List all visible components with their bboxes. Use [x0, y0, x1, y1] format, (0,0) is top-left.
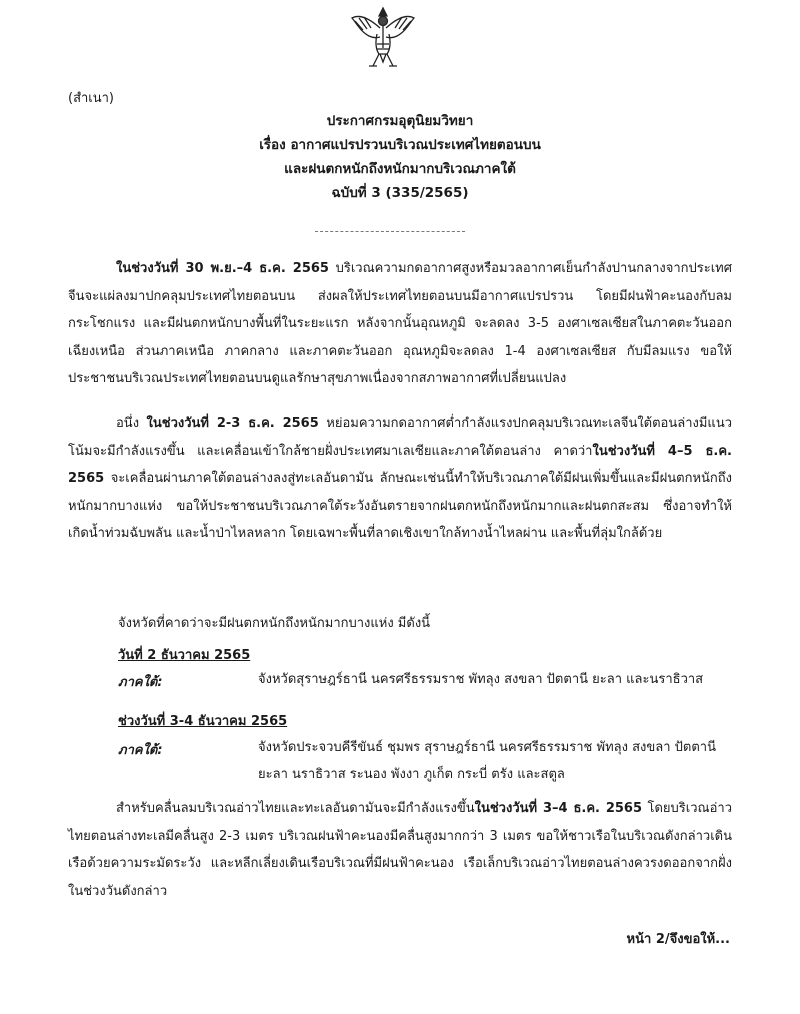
forecast-region-2: ภาคใต้:: [118, 743, 163, 758]
issue-number: ฉบับที่ 3 (335/2565): [331, 185, 469, 201]
paragraph-3-pre: สำหรับคลื่นลมบริเวณอ่าวไทยและทะเลอันดามันจะมีกำลังแรงขึ้น: [116, 801, 475, 816]
forecast-date-1: วันที่ 2 ธันวาคม 2565: [118, 648, 251, 663]
provinces-intro: จังหวัดที่คาดว่าจะมีฝนตกหนักถึงหนักมากบางแห่ง มีดังนี้: [118, 616, 431, 631]
paragraph-low-pressure: [68, 410, 732, 548]
forecast-provinces-1: จังหวัดสุราษฎร์ธานี นครศรีธรรมราช พัทลุง สงขลา ปัตตานี ยะลา และนราธิวาส: [258, 672, 704, 687]
paragraph-1-text: บริเวณความกดอากาศสูงหรือมวลอากาศเย็นกำลังปานกลางจากประเทศจีนจะแผ่ลงมาปกคลุมประเทศไทยตอนบน ส่งผลให้ประเทศไทยตอนบนมีอากาศแปรปรวน โดยมีฝนฟ้าคะนองกับลมกระโชกแรง และมีฝนตกหนักบางพื้นที่ในระยะแรก หลังจากนั้นอุณหภูมิ จะลดลง 3-5 องศาเซลเซียสในภาคตะวันออกเฉียงเหนือ ส่วนภาคเหนือ ภาคกลาง และภาคตะวันออก อุณหภูมิจะลดลง 1-4 องศาเซลเซียส กับมีลมแรง ขอให้ประชาชนบริเวณประเทศไทยตอนบนดูแลรักษาสุขภาพเนื่องจากสภาพอากาศที่เปลี่ยนแปลง: [68, 261, 732, 386]
paragraph-2-lead-1: ในช่วงวันที่ 2-3 ธ.ค. 2565: [146, 416, 319, 431]
forecast-provinces-2: จังหวัดประจวบคีรีขันธ์ ชุมพร สุราษฎร์ธานี นครศรีธรรมราช พัทลุง สงขลา ปัตตานี ยะลา นราธิวาส ระนอง พังงา ภูเก็ต กระบี่ ตรัง และสตูล: [258, 740, 716, 782]
forecast-region-1: ภาคใต้:: [118, 675, 163, 690]
agency-title: ประกาศกรมอุตุนิยมวิทยา: [326, 113, 474, 129]
paragraph-3-lead: ในช่วงวันที่ 3–4 ธ.ค. 2565: [474, 801, 643, 816]
paragraph-2-lead-2: ในช่วงวันที่ 4–5 ธ.ค. 2565: [68, 443, 732, 486]
paragraph-waves: [68, 795, 732, 905]
announcement-header: [60, 109, 740, 205]
paragraph-1-lead: ในช่วงวันที่ 30 พ.ย.–4 ธ.ค. 2565: [116, 261, 329, 276]
paragraph-2-mid: หย่อมความกดอากาศต่ำกำลังแรงปกคลุมบริเวณทะเลจีนใต้ตอนล่างมีแนวโน้มจะมีกำลังแรงขึ้น และเคลื่อนเข้าใกล้ชายฝั่งประเทศมาเลเซียและภาคใต้ตอนล่าง คาดว่า: [68, 416, 732, 459]
paragraph-2-pre: อนึ่ง: [116, 416, 147, 431]
page-continuation: หน้า 2/จึงขอให้...: [626, 932, 730, 947]
paragraph-cold-air: [68, 255, 732, 393]
garuda-emblem-icon: [349, 4, 417, 74]
forecast-date-2: ช่วงวันที่ 3-4 ธันวาคม 2565: [118, 714, 288, 729]
subject-line-2: และฝนตกหนักถึงหนักมากบริเวณภาคใต้: [284, 161, 516, 177]
paragraph-3-text: โดยบริเวณอ่าวไทยตอนล่างทะเลมีคลื่นสูง 2-3 เมตร บริเวณฝนฟ้าคะนองมีคลื่นสูงมากกว่า 3 เมตร ขอให้ชาวเรือในบริเวณดังกล่าวเดินเรือด้วยความระมัดระวัง และหลีกเลี่ยงเดินเรือบริเวณที่มีฝนฟ้าคะนอง เรือเล็กบริเวณอ่าวไทยตอนล่างควรงดออกจากฝั่งในช่วงวันดังกล่าว: [68, 801, 732, 899]
paragraph-2-text: จะเคลื่อนผ่านภาคใต้ตอนล่างลงสู่ทะเลอันดามัน ลักษณะเช่นนี้ทำให้บริเวณภาคใต้มีฝนเพิ่มขึ้นและมีฝนตกหนักถึงหนักมากบางแห่ง ขอให้ประชาชนบริเวณภาคใต้ระวังอันตรายจากฝนตกหนักถึงหนักมากและฝนตกสะสม ซึ่งอาจทำให้เกิดน้ำท่วมฉับพลัน และน้ำป่าไหลหลาก โดยเฉพาะพื้นที่ลาดเชิงเขาใกล้ทางน้ำไหลผ่าน และพื้นที่ลุ่มใกล้ด้วย: [68, 471, 732, 541]
subject-line: เรื่อง อากาศแปรปรวนบริเวณประเทศไทยตอนบน: [259, 137, 541, 153]
copy-label: (สำเนา): [68, 91, 115, 106]
header-divider: [315, 231, 465, 232]
